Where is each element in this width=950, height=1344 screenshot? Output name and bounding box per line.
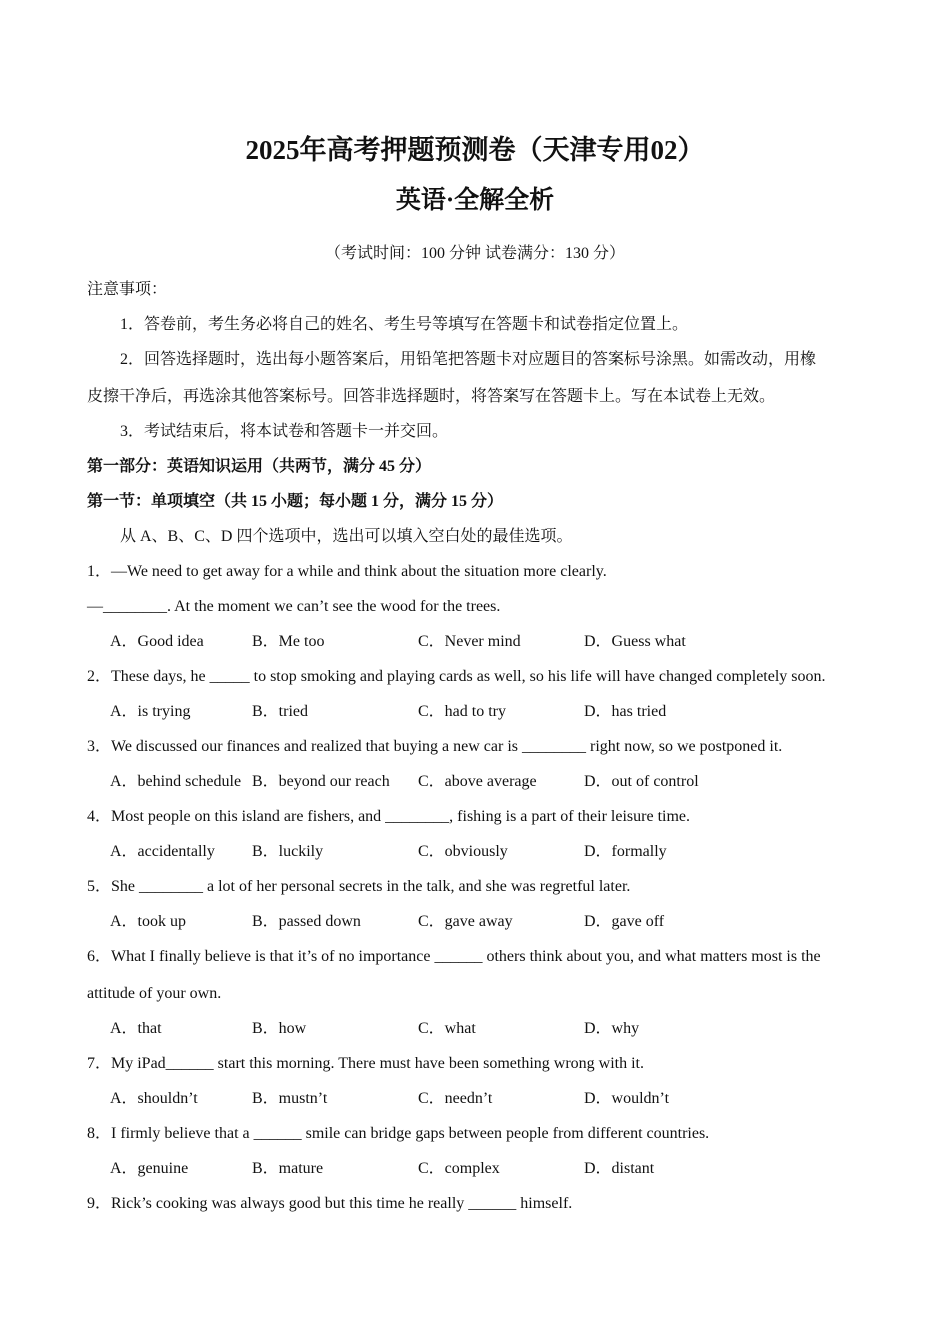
notice-item-2-line-2: 皮擦干净后，再选涂其他答案标号。回答非选择题时，将答案写在答题卡上。写在本试卷上无效。 xyxy=(87,388,776,405)
option-d: D．formally xyxy=(584,843,667,860)
option-c: C．complex xyxy=(418,1160,500,1177)
option-d: D．out of control xyxy=(584,773,699,790)
option-b: B．Me too xyxy=(252,633,325,650)
option-c: C．obviously xyxy=(418,843,508,860)
option-a: A．that xyxy=(110,1020,162,1037)
option-d: D．Guess what xyxy=(584,633,686,650)
question-6-stem: 6．What I finally believe is that it’s of no importance ______ others think about you, and what matters most is the xyxy=(87,948,821,965)
section1-instruction: 从 A、B、C、D 四个选项中，选出可以填入空白处的最佳选项。 xyxy=(120,528,573,545)
option-b: B．mature xyxy=(252,1160,324,1177)
option-a: A．accidentally xyxy=(110,843,215,860)
option-c: C．Never mind xyxy=(418,633,521,650)
option-a: A．behind schedule xyxy=(110,773,242,790)
exam-content xyxy=(87,279,865,1228)
section1-heading: 第一节：单项填空（共 15 小题；每小题 1 分，满分 15 分） xyxy=(87,493,504,510)
question-5-stem: 5．She ________ a lot of her personal secrets in the talk, and she was regretful later. xyxy=(87,878,631,895)
option-c: C．above average xyxy=(418,773,537,790)
question-1-stem: 1．—We need to get away for a while and think about the situation more clearly. xyxy=(87,563,607,580)
option-d: D．gave off xyxy=(584,913,665,930)
option-d: D．has tried xyxy=(584,703,667,720)
question-5-options xyxy=(87,911,865,946)
notice-item-1: 1．答卷前，考生务必将自己的姓名、考生号等填写在答题卡和试卷指定位置上。 xyxy=(120,316,689,333)
option-a: A．genuine xyxy=(110,1160,189,1177)
option-d: D．distant xyxy=(584,1160,655,1177)
part1-heading: 第一部分：英语知识运用（共两节，满分 45 分） xyxy=(87,458,432,475)
question-7-options xyxy=(87,1088,865,1123)
question-7-stem: 7．My iPad______ start this morning. There must have been something wrong with it. xyxy=(87,1055,644,1072)
question-4-options xyxy=(87,841,865,876)
page-subtitle: 英语·全解全析 xyxy=(395,187,555,214)
option-b: B．mustn’t xyxy=(252,1090,328,1107)
option-a: A．is trying xyxy=(110,703,191,720)
option-b: B．luckily xyxy=(252,843,324,860)
option-a: A．Good idea xyxy=(110,633,204,650)
option-b: B．how xyxy=(252,1020,307,1037)
question-8-options xyxy=(87,1158,865,1193)
question-8-stem: 8．I firmly believe that a ______ smile can bridge gaps between people from different countries. xyxy=(87,1125,710,1142)
question-3-options xyxy=(87,771,865,806)
question-1-stem-line-2: —________. At the moment we can’t see the wood for the trees. xyxy=(87,598,501,615)
option-c: C．had to try xyxy=(418,703,506,720)
question-2-stem: 2．These days, he _____ to stop smoking and playing cards as well, so his life will have changed completely soon. xyxy=(87,668,826,685)
notice-item-2-line-1: 2．回答选择题时，选出每小题答案后，用铅笔把答题卡对应题目的答案标号涂黑。如需改动，用橡 xyxy=(120,351,817,368)
question-4-stem: 4．Most people on this island are fishers, and ________, fishing is a part of their leisure time. xyxy=(87,808,690,825)
option-b: B．tried xyxy=(252,703,308,720)
option-b: B．passed down xyxy=(252,913,361,930)
question-1-options xyxy=(87,631,865,666)
notice-heading: 注意事项： xyxy=(87,281,168,298)
option-c: C．gave away xyxy=(418,913,513,930)
option-b: B．beyond our reach xyxy=(252,773,390,790)
option-a: A．shouldn’t xyxy=(110,1090,198,1107)
question-6-options xyxy=(87,1018,865,1053)
question-2-options xyxy=(87,701,865,736)
option-c: C．needn’t xyxy=(418,1090,493,1107)
option-d: D．wouldn’t xyxy=(584,1090,670,1107)
question-6-stem-line-2: attitude of your own. xyxy=(87,985,222,1002)
page-title: 2025年高考押题预测卷（天津专用02） xyxy=(245,135,705,165)
option-c: C．what xyxy=(418,1020,476,1037)
option-d: D．why xyxy=(584,1020,640,1037)
notice-item-3: 3．考试结束后，将本试卷和答题卡一并交回。 xyxy=(120,423,449,440)
exam-info: （考试时间：100 分钟 试卷满分：130 分） xyxy=(324,245,625,262)
option-a: A．took up xyxy=(110,913,187,930)
question-3-stem: 3．We discussed our finances and realized that buying a new car is ________ right now, so we postponed it. xyxy=(87,738,783,755)
question-9-stem: 9．Rick’s cooking was always good but this time he really ______ himself. xyxy=(87,1195,573,1212)
